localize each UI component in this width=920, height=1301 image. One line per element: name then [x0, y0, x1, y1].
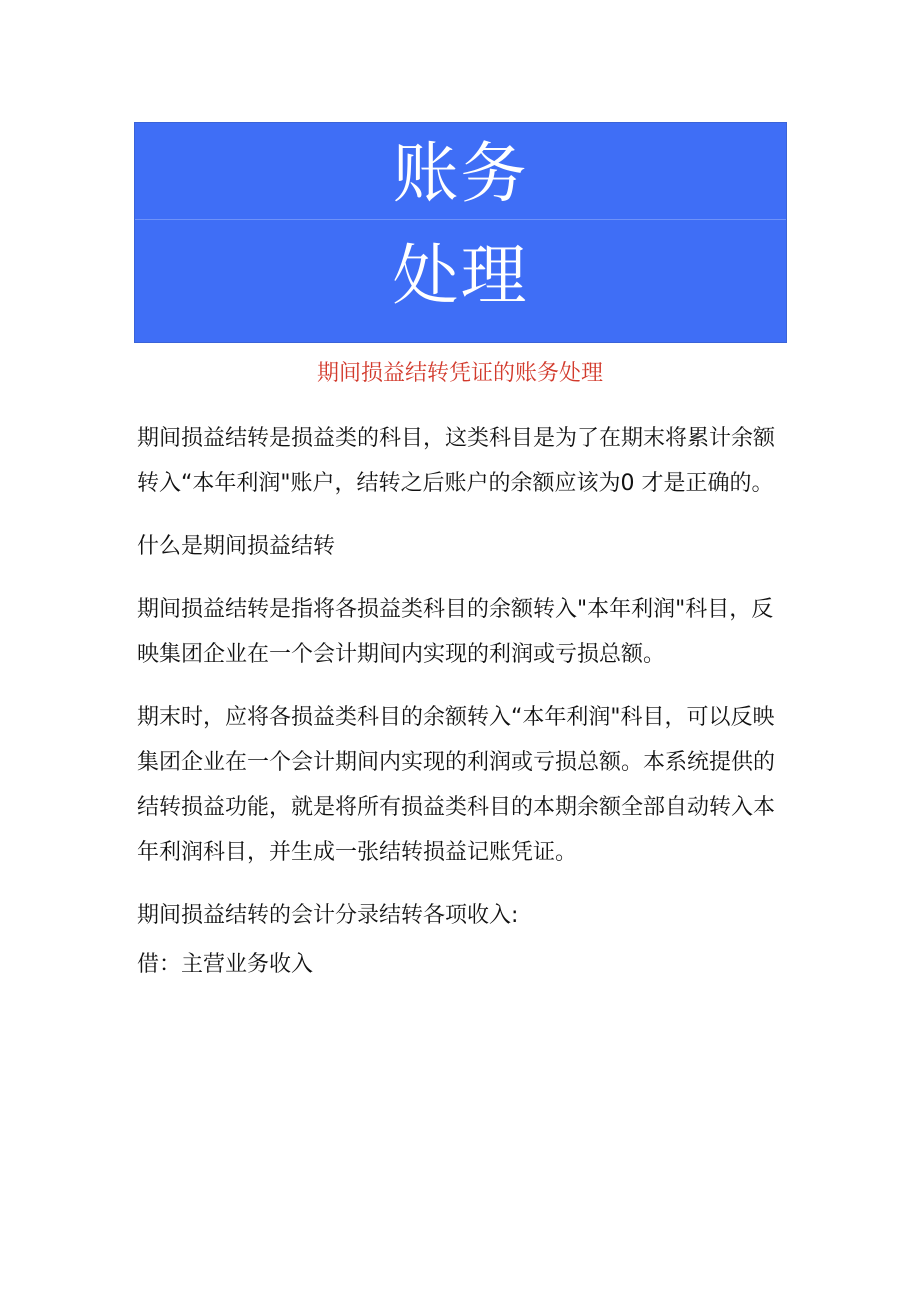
paragraph-period-end: 期末时，应将各损益类科目的余额转入“本年利润"科目，可以反映集团企业在一个会计期间内实现的利润或亏损总额。本系统提供的结转损益功能，就是将所有损益类科目的本期余额全部自动转入本年利润科目，并生成一张结转损益记账凭证。: [137, 705, 776, 865]
banner-title-line-2: 处理: [392, 237, 529, 314]
paragraph-debit-entry: 借：主营业务收入: [137, 952, 314, 977]
title-banner: [134, 122, 787, 343]
document-subtitle: 期间损益结转凭证的账务处理: [316, 361, 603, 386]
banner-title-line-1: 账务: [392, 135, 529, 212]
section-heading-what-is: 什么是期间损益结转: [137, 534, 336, 559]
banner-divider: [135, 219, 786, 220]
paragraph-definition: 期间损益结转是指将各损益类科目的余额转入"本年利润"科目，反映集团企业在一个会计期间内实现的利润或亏损总额。: [137, 597, 774, 667]
document-body: [137, 416, 787, 987]
paragraph-journal-entry-intro: 期间损益结转的会计分录结转各项收入:: [137, 903, 519, 928]
paragraph-intro: 期间损益结转是损益类的科目，这类科目是为了在期末将累计余额转入“本年利润"账户，结转之后账户的余额应该为0 才是正确的。: [137, 426, 776, 496]
